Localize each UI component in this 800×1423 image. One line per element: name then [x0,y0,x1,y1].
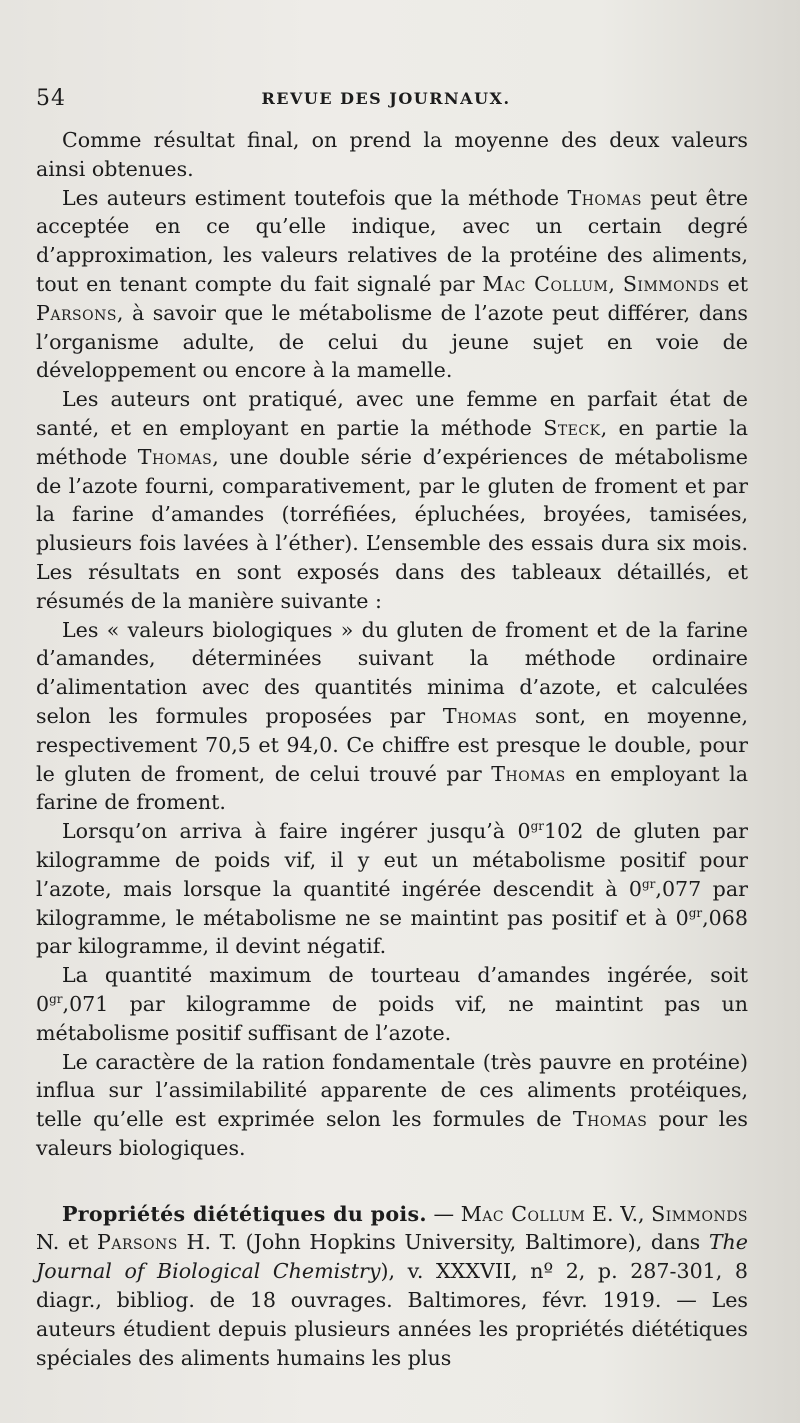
author-name: Parsons [96,1230,178,1255]
author-name: Thomas [491,761,566,786]
author-name: Thomas [567,185,642,210]
page-header [36,86,736,116]
unit-superscript: gr [641,876,656,891]
unit-superscript: gr [49,992,63,1007]
author-name: Steck [543,415,601,440]
running-title: REVUE DES JOURNAUX. [261,89,511,108]
article-body [36,126,748,1372]
author-name: Thomas [442,703,518,728]
author-name: Mac Collum [482,271,609,296]
unit-superscript: gr [688,905,703,920]
author-name: Parsons [36,300,117,325]
paragraph-7: Le caractère de la ration fondamentale (très pauvre en protéine) influa sur l’assimilabilité apparente de ces aliments protéiques, telle qu’elle est exprimée selon les formules de Thomas pour les valeurs biologiques. [36,1049,749,1160]
author-name: Thomas [137,444,213,469]
author-name: Thomas [572,1107,648,1132]
paragraph-5: Lorsqu’on arriva à faire ingérer jusqu’à $0^{gr}102$ de gluten par kilogramme de poids vif, il y eut un métabolisme positif pour l’azote, mais lorsque la quantité ingérée descendit à $0^{gr},077$ par kilogramme, le métabolisme ne se maintint pas positif et à $0^{gr},068$ par kilogramme, il devint négatif. [36,819,748,959]
paragraph-4: Les « valeurs biologiques » du gluten de froment et de la farine d’amandes, déterminées suivant la méthode ordinaire d’alimentation avec des quantités minima d’azote, et calculées selon les formules proposées par Thomas sont, en moyenne, respectivement 70,5 et 94,0. Ce chiffre est presque le double, pour le gluten de froment, de celui trouvé par Thomas en employant la farine de froment. [36,617,748,815]
author-name: Simmonds [651,1201,749,1226]
paragraph-2: Les auteurs estiment toutefois que la méthode Thomas peut être acceptée en ce qu’elle indique, avec un certain degré d’approximation, les valeurs relatives de la protéine des aliments, tout en tenant compte du fait signalé par Mac Collum, Simmonds et Parsons, à savoir que le métabolisme de l’azote peut différer, dans l’organisme adulte, de celui du jeune sujet en voie de développement ou encore à la mamelle. [36,185,749,383]
journal-title: The Journal of Biological Chemistry [36,1230,748,1284]
author-name: Mac Collum [460,1201,586,1226]
paragraph-1: Comme résultat final, on prend la moyenne des deux valeurs ainsi obtenues. [36,128,748,181]
page-number: 54 [36,86,66,111]
section-title: Propriétés diététiques du pois. [62,1201,427,1226]
paragraph-6: La quantité maximum de tourteau d’amandes ingérée, soit $0^{gr},071$ par kilogramme de poids vif, ne maintint pas un métabolisme positif suffisant de l’azote. [36,963,748,1045]
section-abstract: Propriétés diététiques du pois. — Mac Collum E. V., Simmonds N. et Parsons H. T. (John Hopkins University, Baltimore), dans The Journal of Biological Chemistry), v. XXXVII, nº 2, p. 287-301, 8 diagr., bibliog. de 18 ouvrages. Baltimores, févr. 1919. — Les auteurs étudient depuis plusieurs années les propriétés diététiques spéciales des aliments humains les plus [36,1201,749,1370]
paragraph-3: Les auteurs ont pratiqué, avec une femme en parfait état de santé, et en employant en partie la méthode Steck, en partie la méthode Thomas, une double série d’expériences de métabolisme de l’azote fourni, comparativement, par le gluten de froment et par la farine d’amandes (torréfiées, épluchées, broyées, tamisées, plusieurs fois lavées à l’éther). L’ensemble des essais dura six mois. Les résultats en sont exposés dans des tableaux détaillés, et résumés de la manière suivante : [36,387,748,613]
author-name: Simmonds [622,271,720,296]
unit-superscript: gr [530,819,544,834]
